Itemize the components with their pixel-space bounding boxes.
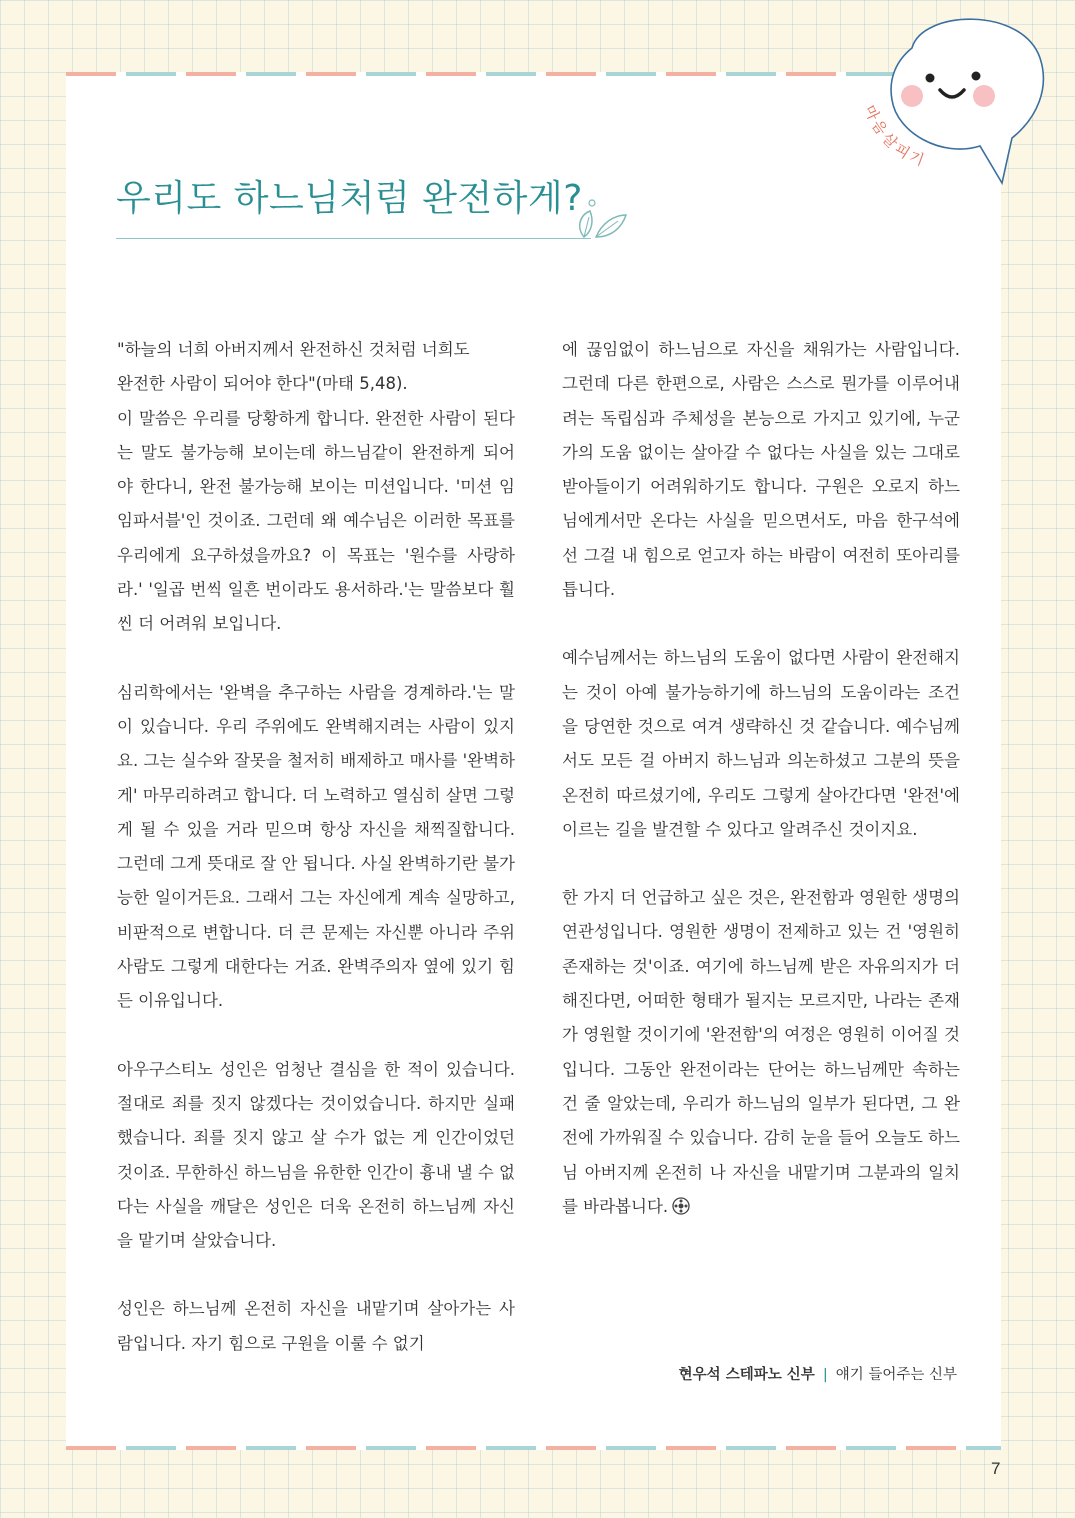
smiley-bubble-icon [852, 18, 1062, 188]
paragraph: 아우구스티노 성인은 엄청난 결심을 한 적이 있습니다. 절대로 죄를 짓지 않겠다는 것이었습니다. 하지만 실패했습니다. 죄를 짓지 않고 살 수가 없는 게 인간이었던 것이죠. 무한하신 하느님을 유한한 인간이 흉내 낼 수 없다는 사실을 깨달은 성인은 더욱 온전히 하느님께 자신을 맡기며 살았습니다. [117, 1059, 515, 1251]
ornament-icon [672, 1197, 690, 1215]
paragraph: 성인은 하느님께 온전히 자신을 내맡기며 살아가는 사람입니다. 자기 힘으로 구원을 이룰 수 없기 [117, 1299, 515, 1353]
paragraph: 예수님께서는 하느님의 도움이 없다면 사람이 완전해지는 것이 아예 불가능하기에 하느님의 도움이라는 조건을 당연한 것으로 여겨 생략하신 것 같습니다. 예수님께서도 모든 걸 아버지 하느님과 의논하셨고 그분의 뜻을 온전히 따르셨기에, 우리도 그렇게 살아간다면 '완전'에 이르는 길을 발견할 수 있다고 알려주신 것이지요. [562, 648, 960, 839]
page-number: 7 [991, 1459, 1001, 1478]
paragraph: 심리학에서는 '완벽을 추구하는 사람을 경계하라.'는 말이 있습니다. 우리 주위에도 완벽해지려는 사람이 있지요. 그는 실수와 잘못을 철저히 배제하고 매사를 '완벽하게' 마무리하려고 합니다. 더 노력하고 열심히 살면 그렇게 될 수 있을 거라 믿으며 항상 자신을 채찍질합니다. 그런데 그게 뜻대로 잘 안 됩니다. 사실 완벽하기란 불가능한 일이거든요. 그래서 그는 자신에게 계속 실망하고, 비판적으로 변합니다. 더 큰 문제는 자신뿐 아니라 주위 사람도 그렇게 대한다는 거죠. 완벽주의자 옆에 있기 힘든 이유입니다. [117, 682, 515, 1011]
bottom-decorative-edge [66, 1446, 1001, 1450]
right-column [562, 333, 960, 1224]
byline-separator: | [822, 1367, 828, 1383]
paragraph-with-ornament [562, 881, 960, 1224]
left-column [117, 333, 515, 1361]
page-title: 우리도 하느님처럼 완전하게? [116, 178, 583, 219]
paragraph-text: 한 가지 더 언급하고 싶은 것은, 완전함과 영원한 생명의 연관성입니다. 영원한 생명이 전제하고 있는 건 '영원히 존재하는 것'이죠. 여기에 하느님께 받은 자유의지가 더해진다면, 어떠한 형태가 될지는 모르지만, 나라는 존재가 영원할 것이기에 '완전함'의 여정은 영원히 이어질 것입니다. 그동안 완전이라는 단어는 하느님께만 속하는 건 줄 알았는데, 우리가 하느님의 일부가 된다면, 그 완전에 가까워질 수 있습니다. 감히 눈을 들어 오늘도 하느님 아버지께 온전히 나 자신을 내맡기며 그분과의 일치를 바라봅니다. [562, 888, 960, 1216]
author-name: 현우석 스테파노 신부 [678, 1367, 815, 1383]
author-role: 얘기 들어주는 신부 [835, 1367, 957, 1383]
leaf-icon [574, 197, 630, 241]
paragraph: "하늘의 너희 아버지께서 완전하신 것처럼 너희도 완전한 사람이 되어야 한다"(마태 5,48). 이 말씀은 우리를 당황하게 합니다. 완전한 사람이 된다는 말도 불가능해 보이는데 하느님같이 완전하게 되어야 한다니, 완전 불가능해 보이는 미션입니다. '미션 임임파서블'인 것이죠. 그런데 왜 예수님은 이러한 목표를 우리에게 요구하셨을까요? 이 목표는 '원수를 사랑하라.' '일곱 번씩 일흔 번이라도 용서하라.'는 말씀보다 훨씬 더 어려워 보입니다. [117, 340, 515, 634]
title-underline [116, 238, 591, 239]
paragraph: 에 끊임없이 하느님으로 자신을 채워가는 사람입니다. 그런데 다른 한편으로, 사람은 스스로 뭔가를 이루어내려는 독립심과 주체성을 본능으로 가지고 있기에, 누군가의 도움 없이는 살아갈 수 없다는 사실을 있는 그대로 받아들이기 어려워하기도 합니다. 구원은 오로지 하느님에게서만 온다는 사실을 믿으면서도, 마음 한구석에선 그걸 내 힘으로 얻고자 하는 바람이 여전히 또아리를 틉니다. [562, 340, 960, 600]
section-label: 마음살피기 [860, 102, 930, 171]
byline [679, 1363, 957, 1384]
